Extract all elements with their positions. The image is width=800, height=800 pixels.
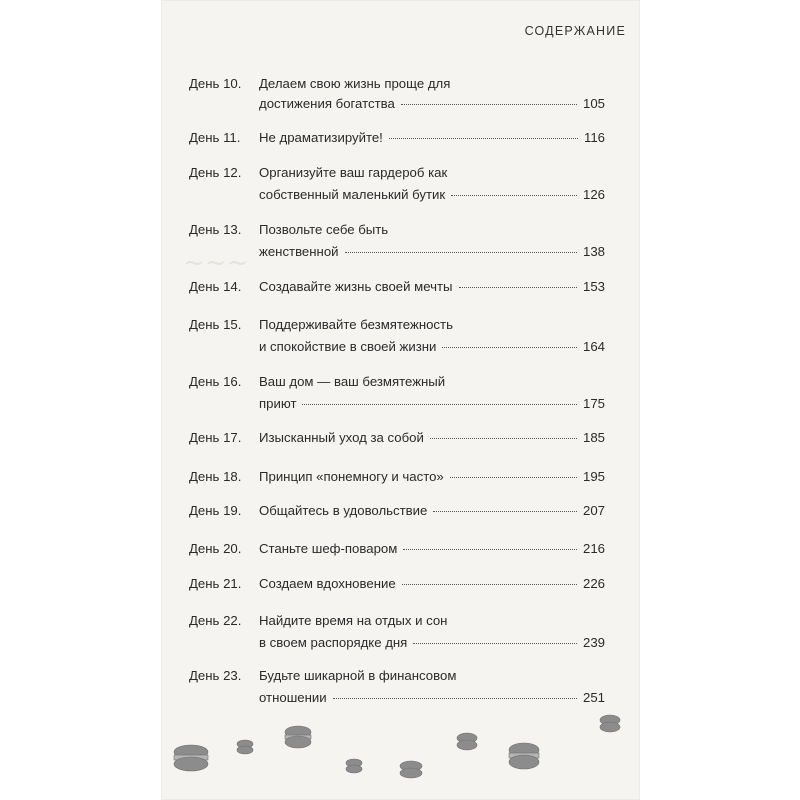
day-label: День 11. bbox=[189, 130, 241, 145]
entry-title: Общайтесь в удовольствие bbox=[259, 503, 428, 518]
entry-title: Будьте шикарной в финансовом bbox=[259, 668, 457, 683]
macaron-icon bbox=[457, 733, 477, 750]
macaron-icon bbox=[237, 740, 253, 754]
macaron-icon bbox=[509, 743, 539, 769]
macaron-icon bbox=[174, 745, 208, 771]
macaron-icon bbox=[400, 761, 422, 778]
page-number: 216 bbox=[582, 541, 605, 556]
page-number: 226 bbox=[582, 576, 605, 591]
page-number: 207 bbox=[582, 503, 605, 518]
day-label: День 12. bbox=[189, 165, 242, 180]
dot-leader bbox=[401, 104, 577, 105]
entry-title: Не драматизируйте! bbox=[259, 130, 383, 145]
entry-title-cont: и спокойствие в своей жизни bbox=[259, 339, 437, 354]
page-number: 239 bbox=[582, 635, 605, 650]
dot-leader bbox=[413, 643, 577, 644]
macaron-icon bbox=[600, 715, 620, 732]
entry-title: Ваш дом — ваш безмятежный bbox=[259, 374, 446, 389]
entry-title-cont: отношении bbox=[259, 690, 327, 705]
page-number: 153 bbox=[582, 279, 605, 294]
dot-leader bbox=[333, 698, 577, 699]
dot-leader bbox=[430, 438, 577, 439]
entry-title: Позвольте себе быть bbox=[259, 222, 389, 237]
entry-title: Поддерживайте безмятежность bbox=[259, 317, 453, 332]
entry-title: Изысканный уход за собой bbox=[259, 430, 424, 445]
day-label: День 17. bbox=[189, 430, 242, 445]
dot-leader bbox=[302, 404, 577, 405]
day-label: День 13. bbox=[189, 222, 242, 237]
dot-leader bbox=[433, 511, 577, 512]
dot-leader bbox=[389, 138, 578, 139]
day-label: День 21. bbox=[189, 576, 242, 591]
entry-title-cont: достижения богатства bbox=[259, 96, 395, 111]
entry-title-cont: собственный маленький бутик bbox=[259, 187, 446, 202]
day-label: День 20. bbox=[189, 541, 242, 556]
day-label: День 14. bbox=[189, 279, 242, 294]
macaron-icon bbox=[346, 759, 362, 773]
entry-title-cont: в своем распорядке дня bbox=[259, 635, 408, 650]
page-number: 126 bbox=[582, 187, 605, 202]
page-header: СОДЕРЖАНИЕ bbox=[524, 24, 626, 38]
macaron-icon bbox=[285, 726, 311, 748]
page-number: 195 bbox=[582, 469, 605, 484]
page-number: 105 bbox=[582, 96, 605, 111]
dot-leader bbox=[450, 477, 577, 478]
dot-leader bbox=[442, 347, 577, 348]
page-number: 116 bbox=[583, 130, 605, 145]
day-label: День 22. bbox=[189, 613, 242, 628]
dot-leader bbox=[345, 252, 577, 253]
page-number: 164 bbox=[582, 339, 605, 354]
page-number: 251 bbox=[582, 690, 605, 705]
entry-title: Делаем свою жизнь проще для bbox=[259, 76, 451, 91]
entry-title: Найдите время на отдых и сон bbox=[259, 613, 448, 628]
day-label: День 10. bbox=[189, 76, 242, 91]
entry-title: Принцип «понемногу и часто» bbox=[259, 469, 444, 484]
page-number: 185 bbox=[582, 430, 605, 445]
bleed-through-decoration: ~~~ bbox=[183, 248, 249, 278]
macarons-illustration bbox=[161, 700, 640, 800]
entry-title: Станьте шеф-поваром bbox=[259, 541, 398, 556]
day-label: День 15. bbox=[189, 317, 242, 332]
day-label: День 18. bbox=[189, 469, 242, 484]
entry-title: Организуйте ваш гардероб как bbox=[259, 165, 448, 180]
day-label: День 23. bbox=[189, 668, 242, 683]
day-label: День 19. bbox=[189, 503, 242, 518]
entry-title-cont: приют bbox=[259, 396, 297, 411]
book-page bbox=[161, 0, 640, 800]
entry-title: Создавайте жизнь своей мечты bbox=[259, 279, 453, 294]
page-number: 175 bbox=[582, 396, 605, 411]
dot-leader bbox=[459, 287, 577, 288]
dot-leader bbox=[451, 195, 577, 196]
dot-leader bbox=[403, 549, 577, 550]
page-number: 138 bbox=[582, 244, 605, 259]
day-label: День 16. bbox=[189, 374, 242, 389]
entry-title-cont: женственной bbox=[259, 244, 339, 259]
entry-title: Создаем вдохновение bbox=[259, 576, 396, 591]
dot-leader bbox=[402, 584, 577, 585]
